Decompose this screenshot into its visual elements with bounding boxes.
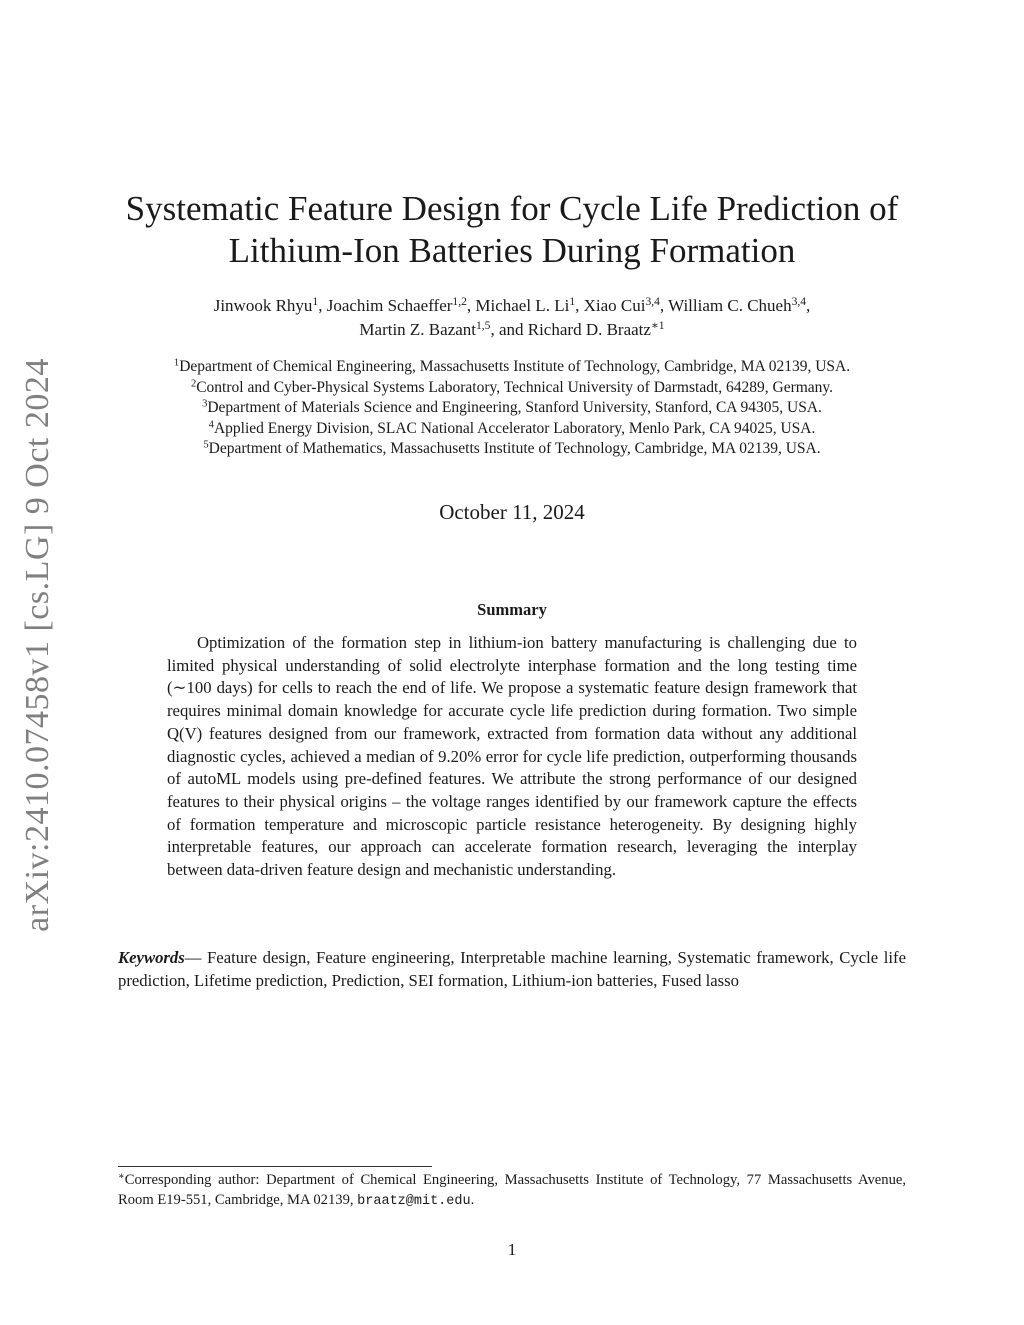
author-list	[100, 294, 924, 342]
author: Joachim Schaeffer$^{1,2}$,	[326, 295, 476, 315]
affiliation: $^4$Applied Energy Division, SLAC National Accelerator Laboratory, Menlo Park, CA 94025, USA.	[208, 419, 816, 437]
affiliation: $^3$Department of Materials Science and Engineering, Stanford University, Stanford, CA 94305, USA.	[202, 398, 822, 417]
title-line-2: Lithium-Ion Batteries During Formation	[228, 231, 796, 270]
paper-title	[100, 188, 924, 272]
author: Michael L. Li$^1$,	[475, 295, 584, 315]
author: William C. Chueh$^{3,4}$,	[668, 295, 811, 315]
arxiv-identifier-stamp: arXiv:2410.07458v1 [cs.LG] 9 Oct 2024	[19, 358, 56, 932]
footnote-divider	[118, 1166, 432, 1167]
keywords-label: Keywords	[118, 948, 185, 967]
page-number: 1	[507, 1240, 517, 1259]
author: Richard D. Braatz$^{∗1}$	[527, 319, 665, 339]
summary-text: Optimization of the formation step in lithium-ion battery manufacturing is challenging due to limited physical understanding of solid electrolyte interphase formation and the long testing time (∼100 days) for cells to reach the end of life. We propose a systematic feature design framework that requires minimal domain knowledge for accurate cycle life prediction during formation. Two simple Q(V) features designed from our framework, extracted from formation data without any additional diagnostic cycles, achieved a median of 9.20% error for cycle life prediction, outperforming thousands of autoML models using pre-defined features. We attribute the strong performance of our designed features to their physical origins – the voltage ranges identified by our framework capture the effects of formation temperature and microscopic particle resistance heterogeneity. By designing highly interpretable features, our approach can accelerate formation research, leveraging the interplay between data-driven feature design and mechanistic understanding.	[167, 633, 857, 880]
author: Xiao Cui$^{3,4}$,	[583, 295, 669, 315]
affiliation-list	[90, 357, 934, 460]
author: Jinwook Rhyu$^1$,	[213, 295, 327, 315]
keywords-text: — Feature design, Feature engineering, Interpretable machine learning, Systematic framework, Cycle life prediction, Lifetime prediction, Prediction, SEI formation, Lithium-ion batteries, Fused lasso	[118, 948, 906, 990]
author: Martin Z. Bazant$^{1,5}$, and	[359, 319, 528, 339]
keywords-paragraph	[118, 946, 906, 992]
affiliation: $^1$Department of Chemical Engineering, Massachusetts Institute of Technology, Cambridge, MA 02139, USA.	[173, 357, 851, 375]
footnote-text: Corresponding author: Department of Chemical Engineering, Massachusetts Institute of Technology, 77 Massachusetts Avenue, Room E19-551, Cambridge, MA 02139,	[118, 1172, 906, 1208]
corresponding-email-link[interactable]: braatz@mit.edu	[357, 1194, 471, 1209]
affiliation: $^2$Control and Cyber-Physical Systems Laboratory, Technical University of Darmstadt, 64289, Germany.	[190, 378, 834, 396]
title-line-1: Systematic Feature Design for Cycle Life Prediction of	[125, 189, 899, 228]
summary-heading: Summary	[477, 600, 547, 619]
publication-date: October 11, 2024	[439, 500, 585, 524]
affiliation: $^5$Department of Mathematics, Massachusetts Institute of Technology, Cambridge, MA 02139, USA.	[203, 440, 821, 458]
corresponding-author-footnote: ∗Corresponding author: Department of Chemical Engineering, Massachusetts Institute of Technology, 77 Massachusetts Avenue, Room E19-551, Cambridge, MA 02139, braatz@mit.edu.	[118, 1171, 906, 1209]
footnote-marker: ∗	[118, 1171, 125, 1183]
